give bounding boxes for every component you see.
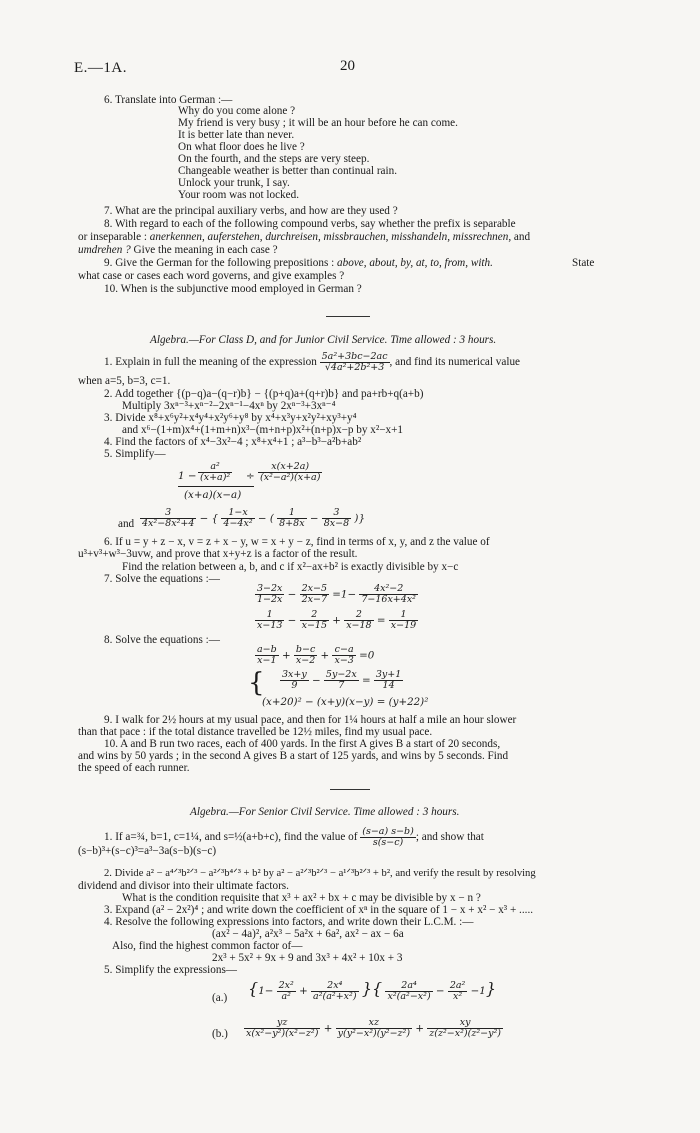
sentence: It is better late than never. (178, 129, 295, 141)
fraction-denominator: s(s−c) (372, 836, 404, 848)
question-6: 6. Translate into German :— (104, 94, 233, 106)
algd-question-7: 7. Solve the equations :— (104, 573, 220, 585)
algd-q8-equation-3: (x+20)² − (x+y)(x−y) = (y+22)² (262, 696, 429, 708)
page-number: 20 (340, 58, 355, 74)
fraction-numerator: 5a²+3bc−2ac (321, 351, 388, 362)
algd-q1-fraction (320, 352, 390, 373)
question-8: 8. With regard to each of the following compound verbs, say whether the prefix is separable (104, 218, 516, 230)
sentence: Unlock your trunk, I say. (178, 177, 290, 189)
algd-question-1 (104, 352, 520, 373)
algs-question-3: 3. Expand (a² − 2x²)⁴ ; and write down the coefficient of xⁿ in the square of 1 − x + x² − x³ + ..... (104, 904, 534, 916)
algs-q2-condition: What is the condition requisite that x³ + ax² + bx + c may be divisible by x − n ? (122, 892, 481, 904)
section-divider (330, 789, 370, 790)
question-8-end (78, 244, 278, 257)
algd-question-6: 6. If u = y + z − x, v = z + x − y, w = x + y − z, find in terms of x, y, and z the value of (104, 536, 490, 548)
q8-meaning: Give the meaning in each case ? (130, 244, 278, 256)
sentence: My friend is very busy ; it will be an hour before he can come. (178, 117, 458, 129)
algd-q1-text: 1. Explain in full the meaning of the expression (104, 356, 317, 369)
algd-q5-expression-2: $\frac{3}{\text{4x²−8x²+4}}$ − { $\frac{1-x}{\text{4−4x²}}$ − ( $\frac{1}{8+8x}$ − $\frac{3}{8x-8}$ )} (142, 507, 365, 529)
algd-q7-equation-1: $\frac{3-2x}{1-2x}$ − $\frac{2x-5}{2x-7}$ =1− $\frac{\text{4x²−2}}{\text{7−16x+4x²}}$ (257, 583, 416, 605)
algs-q1-cont: ; and show that (415, 831, 484, 844)
algd-question-8: 8. Solve the equations :— (104, 634, 220, 646)
fraction-numerator: (s−a) s−b) (362, 826, 414, 837)
algs-q4-expressions: (ax² − 4a)², a²x³ − 5a²x + 6a², ax² − ax − 6a (212, 928, 404, 940)
algd-q8-equation-2: $\frac{3x+y}{9}$ − $\frac{5y-2x}{7}$ = $\frac{3y+1}{14}$ (282, 669, 402, 691)
algd-q9-cont: than that pace : if the total distance travelled be 12½ miles, find my usual pace. (78, 726, 433, 738)
section-heading-algebra-senior: Algebra.—For Senior Civil Service. Time allowed : 3 hours. (190, 806, 460, 818)
algs-question-5: 5. Simplify the expressions— (104, 964, 237, 976)
q8-umdrehen: umdrehen ? (78, 244, 131, 256)
algd-question-3: 3. Divide x⁸+x⁶y²+x⁴y⁴+x²y⁶+y⁸ by x⁴+x³y+x²y²+xy³+y⁴ (104, 412, 357, 424)
algd-q10-cont: and wins by 50 yards ; in the second A gives B a start of 125 yards, and wins by 5 seconds. Find (78, 750, 509, 762)
algs-q1-text: 1. If a=¾, b=1, c=1¼, and s=½(a+b+c), find the value of (104, 831, 358, 844)
section-divider (326, 316, 370, 317)
q9-prepositions: above, about, by, at, to, from, with. (337, 257, 493, 269)
algs-question-4: 4. Resolve the following expressions into factors, and write down their L.C.M. :— (104, 916, 474, 928)
algd-question-2: 2. Add together {(p−q)a−(q−r)b} − {(p+q)a+(q+r)b} and pa+rb+q(a+b) (104, 388, 424, 400)
algs-q1-show: (s−b)³+(s−c)³=a³−3a(s−b)(s−c) (78, 845, 217, 857)
algd-question-4: 4. Find the factors of x⁴−3x²−4 ; x⁸+x⁴+1 ; a³−b³−a²b+ab² (104, 436, 362, 448)
question-9 (104, 257, 493, 270)
question-7: 7. What are the principal auxiliary verbs, and how are they used ? (104, 205, 398, 217)
q8-verbs: anerkennen, auferstehen, durchreisen, missbrauchen, misshandeln, missrechnen, (149, 231, 512, 243)
algd-question-10: 10. A and B run two races, each of 400 yards. In the first A gives B a start of 20 seconds, (104, 738, 501, 750)
algd-q8-equation-1: $\frac{a-b}{x-1}$ + $\frac{b-c}{x-2}$ + $\frac{c-a}{x-3}$ =0 (257, 644, 375, 666)
question-8-cont (78, 231, 530, 244)
algs-q5-expression-a: {1− $\frac{\text{2x²}}{\text{a²}}$ + $\frac{\text{2x⁴}}{\text{a²(a²+x²)}}$ }{ $\frac{\text{2a⁴}}{\text{x²(a²−x²)}}$ − $\frac{\text{2a²}}{\text{x²}}$ −1} (248, 979, 497, 1002)
algd-q10-end: the speed of each runner. (78, 762, 190, 774)
algd-q5-and: and (118, 518, 135, 530)
q8-inseparable: or inseparable : (78, 231, 147, 243)
sentence: Why do you come alone ? (178, 105, 296, 117)
algd-q5-expression-1: 1 − $\frac{\text{a²}}{\text{(x+a)²}}$ ÷ $\frac{x(x+2a)}{\text{(x²−a²)(x+a)}}$ (x+a)(x−a) (178, 461, 321, 501)
algd-q1-cont: , and find its numerical value (389, 356, 521, 369)
algd-q6-cont: u³+v³+w³−3uvw, and prove that x+y+z is a factor of the result. (78, 548, 358, 560)
algs-q1-fraction (360, 827, 416, 848)
algd-question-5: 5. Simplify— (104, 448, 166, 460)
algs-q5-label-a: (a.) (212, 992, 228, 1004)
algd-q3-and: and x⁶−(1+m)x⁴+(1+m+n)x³−(m+n+p)x²+(n+p)x−p by x²−x+1 (122, 424, 404, 436)
document-code: E.—1A. (74, 60, 127, 76)
algs-q5-label-b: (b.) (212, 1028, 228, 1040)
brace: { (248, 668, 265, 698)
algd-q2-multiply: Multiply 3xⁿ⁻³+xⁿ⁻²−2xⁿ⁻¹−4xⁿ by 2xⁿ⁻³+3xⁿ⁻⁴ (122, 400, 336, 412)
section-heading-algebra-d: Algebra.—For Class D, and for Junior Civil Service. Time allowed : 3 hours. (150, 334, 497, 346)
algs-question-2: 2. Divide a² − a⁴ᐟ³b²ᐟ³ − a²ᐟ³b⁴ᐟ³ + b² by a² − a²ᐟ³b²ᐟ³ − a¹ᐟ³b²ᐟ³ + b², and verify the result by resolving (104, 868, 536, 879)
question-9-cont: what case or cases each word governs, and give examples ? (78, 270, 345, 282)
sentence: Changeable weather is better than continual rain. (178, 165, 398, 177)
algd-q7-equation-2: $\frac{1}{x-13}$ − $\frac{2}{x-15}$ + $\frac{2}{x-18}$ = $\frac{1}{x-19}$ (257, 609, 417, 631)
algd-q1-when: when a=5, b=3, c=1. (78, 375, 171, 387)
sentence: On the fourth, and the steps are very steep. (178, 153, 370, 165)
algs-q2-cont: dividend and divisor into their ultimate factors. (78, 880, 289, 892)
algd-q6-relation: Find the relation between a, b, and c if x²−ax+b² is exactly divisible by x−c (122, 561, 459, 573)
fraction-denominator: √4a²+2b²+3 (324, 361, 385, 373)
q8-and: and (513, 231, 531, 243)
algs-q4-hcf: Also, find the highest common factor of— (112, 940, 303, 952)
q9-text: 9. Give the German for the following prepositions : (104, 257, 335, 269)
sentence: Your room was not locked. (178, 189, 299, 201)
algs-q4-expressions-2: 2x³ + 5x² + 9x + 9 and 3x³ + 4x² + 10x + 3 (212, 952, 403, 964)
q9-state: State (572, 257, 595, 269)
algd-question-9: 9. I walk for 2½ hours at my usual pace, and then for 1¼ hours at half a mile an hour slower (104, 714, 517, 726)
sentence: On what floor does he live ? (178, 141, 305, 153)
algs-q5-expression-b: $\frac{yz}{\text{x(x²−y²)(x²−z²)}}$ + $\frac{xz}{\text{y(y²−x²)(y²−z²)}}$ + $\frac{xy}{\text{z(z²−x²)(z²−y²)}}$ (246, 1017, 501, 1039)
question-10: 10. When is the subjunctive mood employed in German ? (104, 283, 362, 295)
